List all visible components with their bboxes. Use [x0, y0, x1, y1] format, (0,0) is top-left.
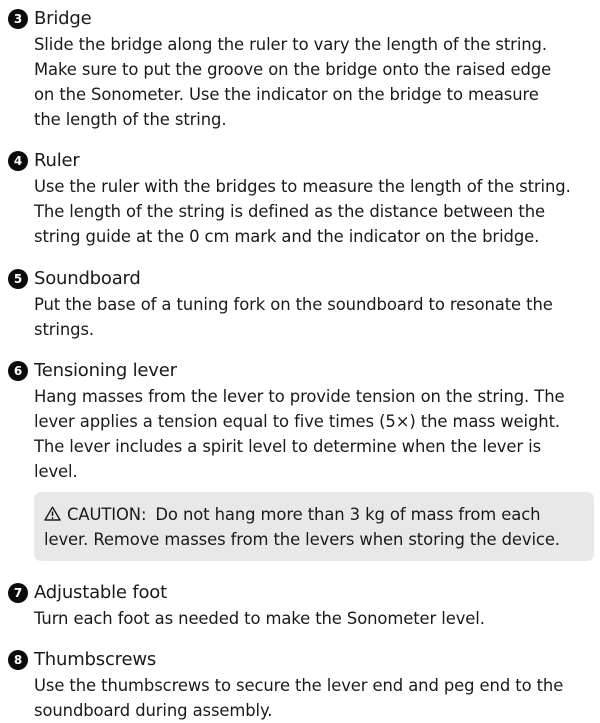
item-title: Thumbscrews — [34, 649, 157, 670]
item-heading — [0, 581, 600, 605]
item-description — [34, 606, 596, 631]
caution-text — [44, 502, 560, 552]
caution-message: Do not hang more than 3 kg of mass from each — [155, 505, 541, 524]
description-line: Slide the bridge along the ruler to vary the length of the string. — [34, 35, 547, 54]
item-title: Bridge — [34, 8, 92, 29]
description-line: Put the base of a tuning fork on the soundboard to resonate the — [34, 295, 553, 314]
caution-line — [44, 502, 560, 527]
caution-box — [34, 492, 594, 561]
warning-triangle-icon — [44, 506, 61, 521]
item-description — [34, 292, 596, 342]
item-heading — [0, 648, 600, 672]
description-line: Make sure to put the groove on the bridge onto the raised edge — [34, 60, 552, 79]
description-line: The lever includes a spirit level to determine when the lever is — [34, 437, 542, 456]
item-thumbscrews — [0, 648, 600, 723]
item-title: Soundboard — [34, 268, 141, 289]
item-number-badge: 7 — [8, 583, 28, 603]
description-line: string guide at the 0 cm mark and the indicator on the bridge. — [34, 227, 540, 246]
item-bridge — [0, 7, 600, 132]
item-number-badge: 4 — [8, 151, 28, 171]
description-line: the length of the string. — [34, 110, 227, 129]
description-line: lever applies a tension equal to five times (5×) the mass weight. — [34, 412, 561, 431]
item-title: Tensioning lever — [34, 360, 177, 381]
description-line: strings. — [34, 320, 95, 339]
item-number-badge: 3 — [8, 9, 28, 29]
item-number-badge: 6 — [8, 361, 28, 381]
item-number-badge: 8 — [8, 650, 28, 670]
item-title: Adjustable foot — [34, 582, 167, 603]
item-heading — [0, 267, 600, 291]
item-tensioning-lever — [0, 359, 600, 484]
item-heading — [0, 359, 600, 383]
description-line: on the Sonometer. Use the indicator on the bridge to measure — [34, 85, 539, 104]
caution-line: lever. Remove masses from the levers when storing the device. — [44, 530, 560, 549]
description-line: Use the ruler with the bridges to measure the length of the string. — [34, 177, 571, 196]
caution-label: CAUTION: — [67, 505, 147, 524]
item-number-badge: 5 — [8, 269, 28, 289]
item-heading — [0, 7, 600, 31]
item-description — [34, 384, 596, 484]
description-line: Use the thumbscrews to secure the lever end and peg end to the — [34, 676, 564, 695]
description-line: The length of the string is defined as the distance between the — [34, 202, 545, 221]
item-adjustable-foot — [0, 581, 600, 631]
item-soundboard — [0, 267, 600, 342]
item-description — [34, 174, 596, 249]
item-description — [34, 32, 596, 132]
item-heading — [0, 149, 600, 173]
item-description — [34, 673, 596, 723]
description-line: Hang masses from the lever to provide tension on the string. The — [34, 387, 565, 406]
item-ruler — [0, 149, 600, 249]
item-title: Ruler — [34, 150, 80, 171]
description-line: level. — [34, 462, 78, 481]
description-line: soundboard during assembly. — [34, 701, 273, 720]
description-line: Turn each foot as needed to make the Sonometer level. — [34, 609, 485, 628]
